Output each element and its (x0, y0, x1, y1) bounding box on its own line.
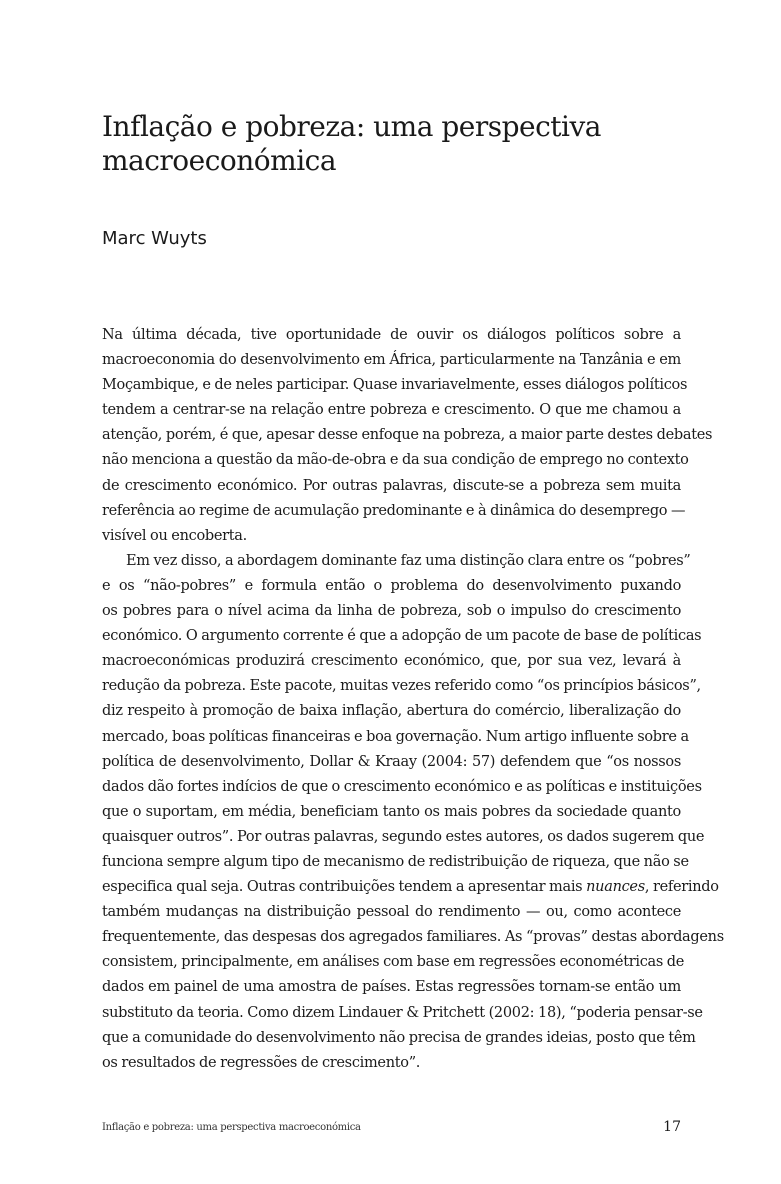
text-line: económico. O argumento corrente é que a adopção de um pacote de base de políticas (102, 628, 702, 645)
text-line: de crescimento económico. Por outras palavras, discute-se a pobreza sem muita (102, 477, 681, 494)
running-footer-title: Inflação e pobreza: uma perspectiva macroeconómica (102, 1122, 361, 1133)
text-line: mercado, boas políticas financeiras e boa governação. Num artigo influente sobre a (102, 728, 689, 745)
text-line: consistem, principalmente, em análises com base em regressões econométricas de (102, 954, 685, 971)
text-line: Em vez disso, a abordagem dominante faz uma distinção clara entre os “pobres” (126, 552, 691, 569)
page-title-line-2: macroeconómica (102, 144, 337, 177)
text-line: frequentemente, das despesas dos agregados familiares. As “provas” destas abordagens (102, 929, 724, 946)
text-line: referência ao regime de acumulação predominante e à dinâmica do desemprego — (102, 502, 686, 519)
text-line: redução da pobreza. Este pacote, muitas vezes referido como “os princípios básicos”, (102, 678, 701, 695)
text-line: substituto da teoria. Como dizem Lindauer & Pritchett (2002: 18), “poderia pensar-se (102, 1004, 703, 1021)
text-line: política de desenvolvimento, Dollar & Kraay (2004: 57) defendem que “os nossos (102, 753, 681, 770)
text-line: dados dão fortes indícios de que o crescimento económico e as políticas e instituições (102, 778, 702, 795)
author-name: Marc Wuyts (102, 228, 207, 249)
text-line: visível ou encoberta. (102, 527, 247, 544)
text-line: especifica qual seja. Outras contribuições tendem a apresentar mais nuances, referindo (102, 879, 719, 896)
text-line: que o suportam, em média, beneficiam tanto os mais pobres da sociedade quanto (102, 803, 681, 820)
text-line: dados em painel de uma amostra de países. Estas regressões tornam-se então um (102, 979, 681, 996)
text-line: diz respeito à promoção de baixa inflação, abertura do comércio, liberalização do (102, 703, 681, 720)
text-line: funciona sempre algum tipo de mecanismo de redistribuição de riqueza, que não se (102, 853, 689, 870)
text-line: e os “não-pobres” e formula então o problema do desenvolvimento puxando (102, 577, 681, 594)
text-line: macroeconómicas produzirá crescimento económico, que, por sua vez, levará à (102, 653, 681, 670)
text-line: não menciona a questão da mão-de-obra e da sua condição de emprego no contexto (102, 452, 689, 469)
text-line: também mudanças na distribuição pessoal do rendimento — ou, como acontece (102, 904, 681, 921)
text-line: os resultados de regressões de crescimento”. (102, 1054, 421, 1071)
text-line: Na última década, tive oportunidade de ouvir os diálogos políticos sobre a (102, 327, 681, 343)
paragraph-1 (102, 323, 713, 549)
text-line: macroeconomia do desenvolvimento em África, particularmente na Tanzânia e em (102, 352, 681, 369)
text-line: que a comunidade do desenvolvimento não precisa de grandes ideias, posto que têm (102, 1029, 696, 1046)
body-text (102, 323, 724, 1076)
page-title-line-1: Inflação e pobreza: uma perspectiva (102, 110, 601, 143)
text-line: tendem a centrar-se na relação entre pobreza e crescimento. O que me chamou a (102, 402, 681, 419)
text-line: Moçambique, e de neles participar. Quase invariavelmente, esses diálogos políticos (102, 377, 688, 394)
page-number: 17 (663, 1119, 681, 1135)
text-line: atenção, porém, é que, apesar desse enfoque na pobreza, a maior parte destes debates (102, 427, 713, 444)
text-line: os pobres para o nível acima da linha de pobreza, sob o impulso do crescimento (102, 603, 681, 620)
text-line: quaisquer outros”. Por outras palavras, segundo estes autores, os dados sugerem que (102, 828, 705, 845)
paragraph-2 (102, 549, 724, 1076)
page-title (102, 110, 662, 178)
